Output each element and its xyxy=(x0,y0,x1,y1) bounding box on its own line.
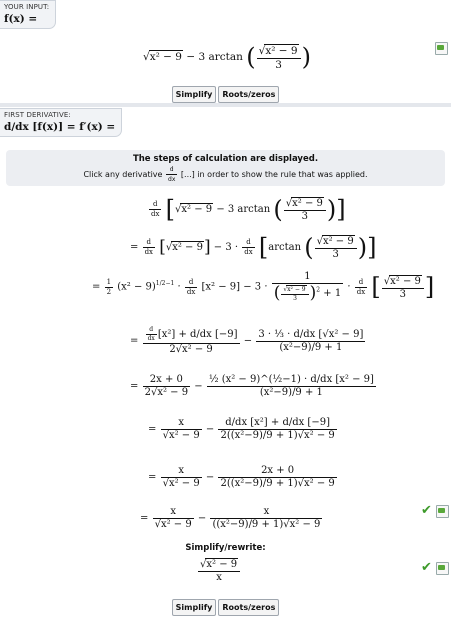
simplify-label: Simplify/rewrite: xyxy=(185,543,266,553)
steps-note xyxy=(6,150,445,186)
step-2[interactable]: = $\frac{d}{dx}$ [√x² − 9] − 3 · $\frac{d}{dx}$ [arctan ( $\frac{\text{√x² − 9}}{3}$ )] xyxy=(130,233,377,262)
input-expression: √x² − 9 − 3 arctan ( $\frac{\text{√x² − 9}}{3}$ ) xyxy=(143,43,311,71)
section-divider xyxy=(0,103,451,107)
derivative-label: FIRST DERIVATIVE: xyxy=(4,111,71,119)
simplify-button[interactable]: Simplify xyxy=(172,86,217,103)
step-5[interactable]: = $\frac{2x + 0}{\text{2√x² − 9}}$ − $\frac{\text{½ (x² − 9)\textasciicircum{}(½−1) · d/dx [x² − 9]}}{\text{(x²−9)/9 + 1}}$ xyxy=(130,374,374,398)
input-tag xyxy=(0,0,56,29)
input-fx: f(x) = xyxy=(4,13,38,25)
step-3[interactable]: = $\frac{1}{2}$ $(x^2 - 9)^{1/2-1}$ · $\frac{d}{dx}$ [x² − 9] − 3 · 1 ( $\frac{\text{√x² − 9}}{3}$ )$^2$ + 1 · $\frac{d}{dx}$ [ $\frac{\text{√x² − 9}}{3}$ ] xyxy=(92,271,435,303)
derivative-buttons xyxy=(0,595,451,616)
check-icon[interactable]: ✔ xyxy=(421,560,432,575)
simplify-button[interactable]: Simplify xyxy=(172,599,217,616)
step-8[interactable]: = $\frac{x}{\text{√x² − 9}}$ − $\frac{x}{\text{((x²−9)/9 + 1)√x² − 9}}$ xyxy=(140,506,321,530)
page-icon[interactable] xyxy=(436,505,449,518)
step-1[interactable]: $\frac{d}{dx}$ [√x² − 9 − 3 arctan ( $\frac{\text{√x² − 9}}{3}$ )] xyxy=(151,195,346,224)
step-6[interactable]: = $\frac{x}{\text{√x² − 9}}$ − $\frac{\text{d/dx [x²] + d/dx [−9]}}{\text{2((x²−9)/9 + 1)√x² − 9}}$ xyxy=(148,417,335,441)
page-icon[interactable] xyxy=(435,42,448,55)
input-label: YOUR INPUT: xyxy=(4,3,50,11)
input-buttons xyxy=(0,82,451,103)
step-7[interactable]: = $\frac{x}{\text{√x² − 9}}$ − $\frac{2x + 0}{\text{2((x²−9)/9 + 1)√x² − 9}}$ xyxy=(148,465,335,489)
note-body: Click any derivative $\frac{d}{dx}$ [...] in order to show the rule that was applied. xyxy=(83,166,368,183)
step-4[interactable]: = $\frac{d}{dx}$ [x²] + d/dx [−9] 2√x² − 9 − $\frac{\text{3 · ⅓ · d/dx [√x² − 9]}}{\text{(x²−9)/9 + 1}}$ xyxy=(130,326,364,355)
check-icon[interactable]: ✔ xyxy=(421,503,432,518)
roots-button[interactable]: Roots/zeros xyxy=(218,599,279,616)
note-title: The steps of calculation are displayed. xyxy=(132,154,319,164)
derivative-fx: d/dx [f(x)] = f′(x) = xyxy=(4,121,116,133)
page-icon[interactable] xyxy=(436,562,449,575)
roots-button[interactable]: Roots/zeros xyxy=(218,86,279,103)
simplified-result[interactable]: $\frac{\text{√x² − 9}}{x}$ xyxy=(197,558,241,583)
derivative-tag xyxy=(0,108,122,137)
